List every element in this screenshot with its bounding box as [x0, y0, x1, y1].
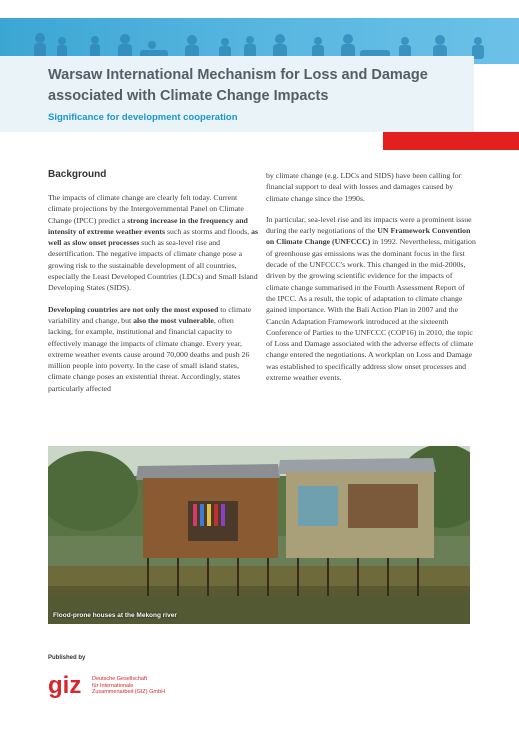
text-run: to climate variability and change, but	[48, 304, 252, 325]
text-run: The impacts of climate change are clearly felt today. Current climate projections by the Intergovernmental Panel on Climate Change (IPCC) predict a	[48, 193, 244, 225]
document-title: Warsaw International Mechanism for Loss and Damage associated with Climate Change Impacts	[48, 67, 428, 104]
text-run: in 1992. Nevertheless, mitigation of greenhouse gas emissions was the dominant focus in the first decade of the UNFCCC's work. This changed in the mid-2000s, driven by the growing scientific evidence for the impacts of climate change summarised in the Fourth Assessment Report of the IPCC. As a result, the topic of adaptation to climate change gained importance. With the Bali Action Plan in 2007 and the Cancún Adaptation Framework introduced at the sixteenth Conference of Parties to the UNFCCC (COP16) in 2010, the topic of Loss and Damage associated with the adverse effects of climate change entered the negotiations. A workplan on Loss and Damage was established to specifically address slow onset processes and extreme weather events.	[266, 237, 476, 383]
giz-logo	[48, 671, 88, 701]
left-text-column	[48, 192, 258, 404]
text-run: , often lacking, for example, institutional and financial capacity to effectively manage the impacts of climate change. Every year, extreme weather events cause around 70,000 deaths and push 26 million people into poverty. In the case of small island states, climate change poses an existential threat. Accordingly, states particularly affected	[48, 315, 250, 393]
paragraph	[48, 192, 258, 294]
svg-text:giz: giz	[48, 672, 82, 699]
stilt-houses-illustration	[48, 446, 470, 624]
photo-caption: Flood-prone houses at the Mekong river	[53, 612, 177, 619]
text-run: such as sea-level rise and desertification. The negative impacts of climate change pose a growing risk to the sustainable development of all countries, especially the Least Developed Countries (LDCs) and Small Island Developing States (SIDS).	[48, 238, 258, 293]
bold-text: Developing countries are not only the most exposed	[48, 304, 219, 314]
paragraph	[266, 214, 476, 383]
text-run: In particular, sea-level rise and its impacts were a prominent issue during the early negotiations of the	[266, 214, 472, 236]
section-heading-background: Background	[48, 169, 107, 180]
org-name-line: Zusammenarbeit (GIZ) GmbH	[92, 689, 166, 695]
org-name-line: Deutsche Gesellschaft	[92, 676, 148, 682]
right-text-column	[266, 170, 476, 393]
bold-text: UN Framework Convention on Climate Change (UNFCCC)	[266, 226, 471, 247]
bold-text: strong increase in the frequency and intensity of extreme weather events	[48, 215, 248, 236]
text-run: such as storms and floods,	[165, 226, 252, 236]
red-accent-bar	[383, 132, 519, 150]
mekong-houses-photo	[48, 446, 470, 624]
paragraph	[48, 304, 258, 394]
organisation-name	[92, 676, 165, 696]
paragraph: by climate change (e.g. LDCs and SIDS) have been calling for financial support to deal with losses and damages caused by climate change since the 1990s.	[266, 171, 462, 203]
org-name-line: für Internationale	[92, 682, 134, 689]
published-by-label: Published by	[48, 655, 86, 661]
bold-text: as well as slow onset processes	[48, 226, 258, 248]
bold-text: also the most vulnerable	[133, 315, 214, 325]
document-subtitle: Significance for development cooperation	[48, 112, 238, 123]
